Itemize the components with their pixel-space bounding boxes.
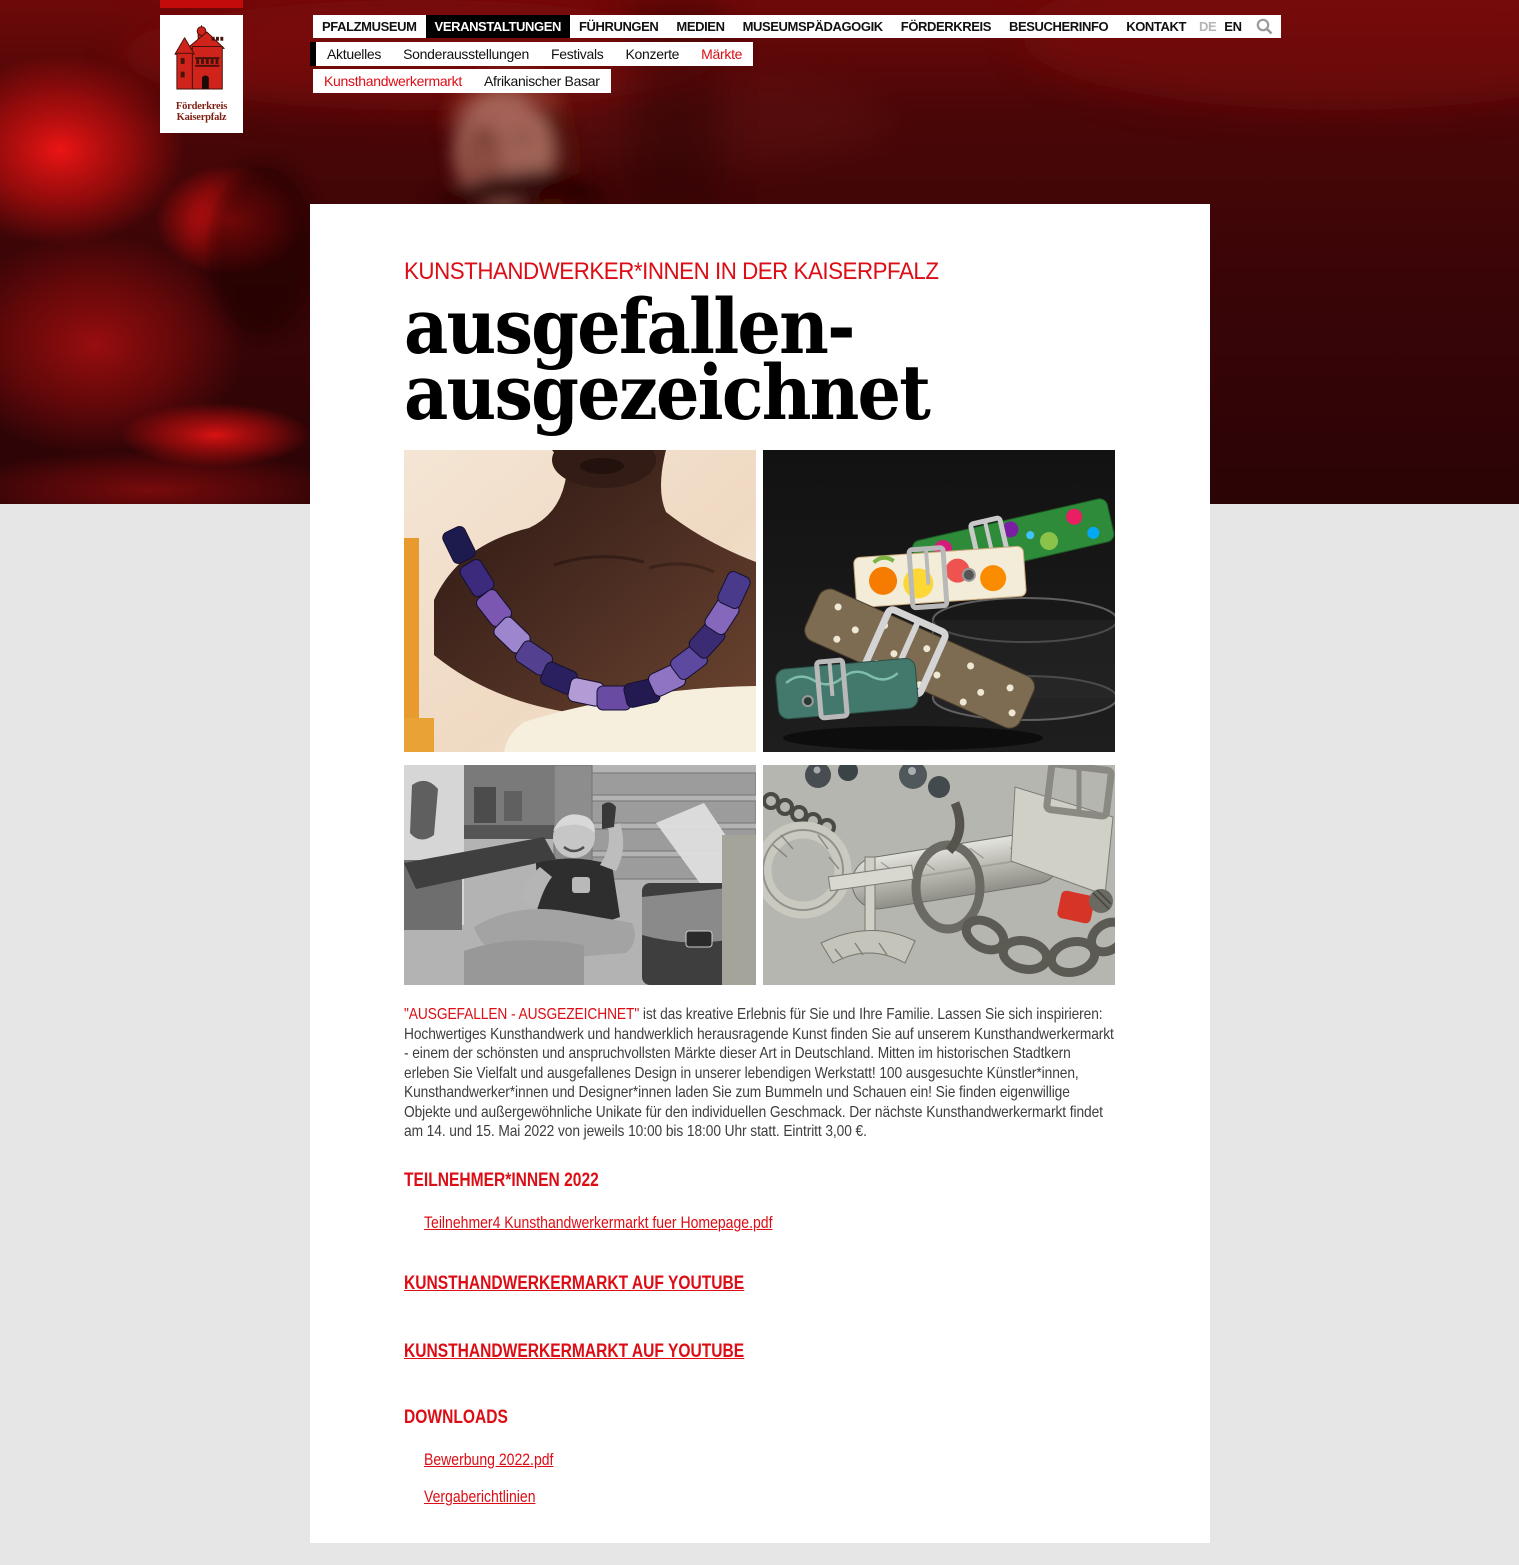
image-gallery	[404, 450, 1115, 985]
nav-item-festivals[interactable]: Festivals	[550, 46, 604, 62]
nav-item-maerkte[interactable]: Märkte	[701, 46, 743, 62]
nav-item-foerderkreis[interactable]: FÖRDERKREIS	[900, 19, 992, 34]
content-panel	[310, 204, 1210, 1543]
nav-item-medien[interactable]: MEDIEN	[676, 19, 725, 34]
downloads-heading: DOWNLOADS	[404, 1406, 508, 1428]
nav-item-aktuelles[interactable]: Aktuelles	[327, 46, 382, 62]
nav-item-sonderausstellungen[interactable]: Sonderausstellungen	[403, 46, 529, 62]
bewerbung-pdf-link[interactable]: Bewerbung 2022.pdf	[424, 1450, 554, 1469]
page-overline: KUNSTHANDWERKER*INNEN IN DER KAISERPFALZ	[404, 258, 939, 285]
language-switch-en[interactable]: EN	[1224, 19, 1242, 34]
nav-item-afrikanischer-basar[interactable]: Afrikanischer Basar	[483, 73, 600, 89]
photo-bead-necklace-model	[404, 450, 756, 752]
photo-silver-metal-jewelry	[763, 765, 1115, 985]
nav-item-kontakt[interactable]: KONTAKT	[1126, 19, 1187, 34]
nav-item-veranstaltungen[interactable]: VERANSTALTUNGEN	[426, 15, 570, 38]
nav-item-museumspaedagogik[interactable]: MUSEUMSPÄDAGOGIK	[742, 19, 883, 34]
tertiary-navigation	[313, 69, 611, 93]
vergaberichtlinien-link[interactable]: Vergaberichtlinien	[424, 1487, 536, 1506]
teilnehmer-pdf-link[interactable]: Teilnehmer4 Kunsthandwerkermarkt fuer Homepage.pdf	[424, 1213, 773, 1232]
intro-paragraph	[404, 1005, 1115, 1142]
intro-paragraph-text: ist das kreative Erlebnis für Sie und Ihre Familie. Lassen Sie sich inspirieren: Hochwertiges Kunsthandwerk und handwerklich herausragende Kunst finden Sie auf unserem Kunsthandwerkermarkt - einem der schönsten und anspruchvollsten Märkte dieser Art in Deutschland. Mitten im historischen Stadtkern erleben Sie Vielfalt und ausgefallenes Design in unserer lebendigen Werkstatt! 100 ausgesuchte Künstler*innen, Kunsthandwerker*innen und Designer*innen laden Sie zum Bummeln und Schauen ein! Sie finden eigenwillige Objekte und außergewöhnliche Unikate für den individuellen Geschmack. Der nächste Kunsthandwerkermarkt findet am 14. und 15. Mai 2022 von jeweils 10:00 bis 18:00 Uhr statt. Eintritt 3,00 €.	[404, 1006, 1114, 1140]
kaiserpfalz-castle-icon	[173, 25, 231, 97]
nav-item-fuehrungen[interactable]: FÜHRUNGEN	[578, 19, 659, 34]
nav-item-pfalzmuseum[interactable]: PFALZMUSEUM	[322, 19, 417, 34]
youtube-link-1[interactable]: KUNSTHANDWERKERMARKT AUF YOUTUBE	[404, 1272, 745, 1294]
intro-paragraph-lead: "AUSGEFALLEN - AUSGEZEICHNET"	[404, 1006, 640, 1023]
photo-fabric-belts	[763, 450, 1115, 752]
nav-item-kunsthandwerkermarkt[interactable]: Kunsthandwerkermarkt	[324, 73, 462, 89]
teilnehmer-heading: TEILNEHMER*INNEN 2022	[404, 1169, 599, 1191]
youtube-link-2[interactable]: KUNSTHANDWERKERMARKT AUF YOUTUBE	[404, 1340, 745, 1362]
page-title: ausgefallen- ausgezeichnet	[404, 282, 930, 437]
search-icon[interactable]	[1246, 15, 1281, 38]
primary-navigation	[313, 15, 1281, 38]
nav-item-konzerte[interactable]: Konzerte	[625, 46, 680, 62]
photo-craftsman-workshop	[404, 765, 756, 985]
language-switch-de[interactable]: DE	[1199, 19, 1217, 34]
secondary-navigation	[310, 42, 753, 66]
logo-top-red-strip	[160, 0, 243, 8]
site-logo[interactable]	[160, 15, 243, 133]
logo-text: Förderkreis Kaiserpfalz	[175, 101, 228, 123]
nav-item-besucherinfo[interactable]: BESUCHERINFO	[1009, 19, 1109, 34]
